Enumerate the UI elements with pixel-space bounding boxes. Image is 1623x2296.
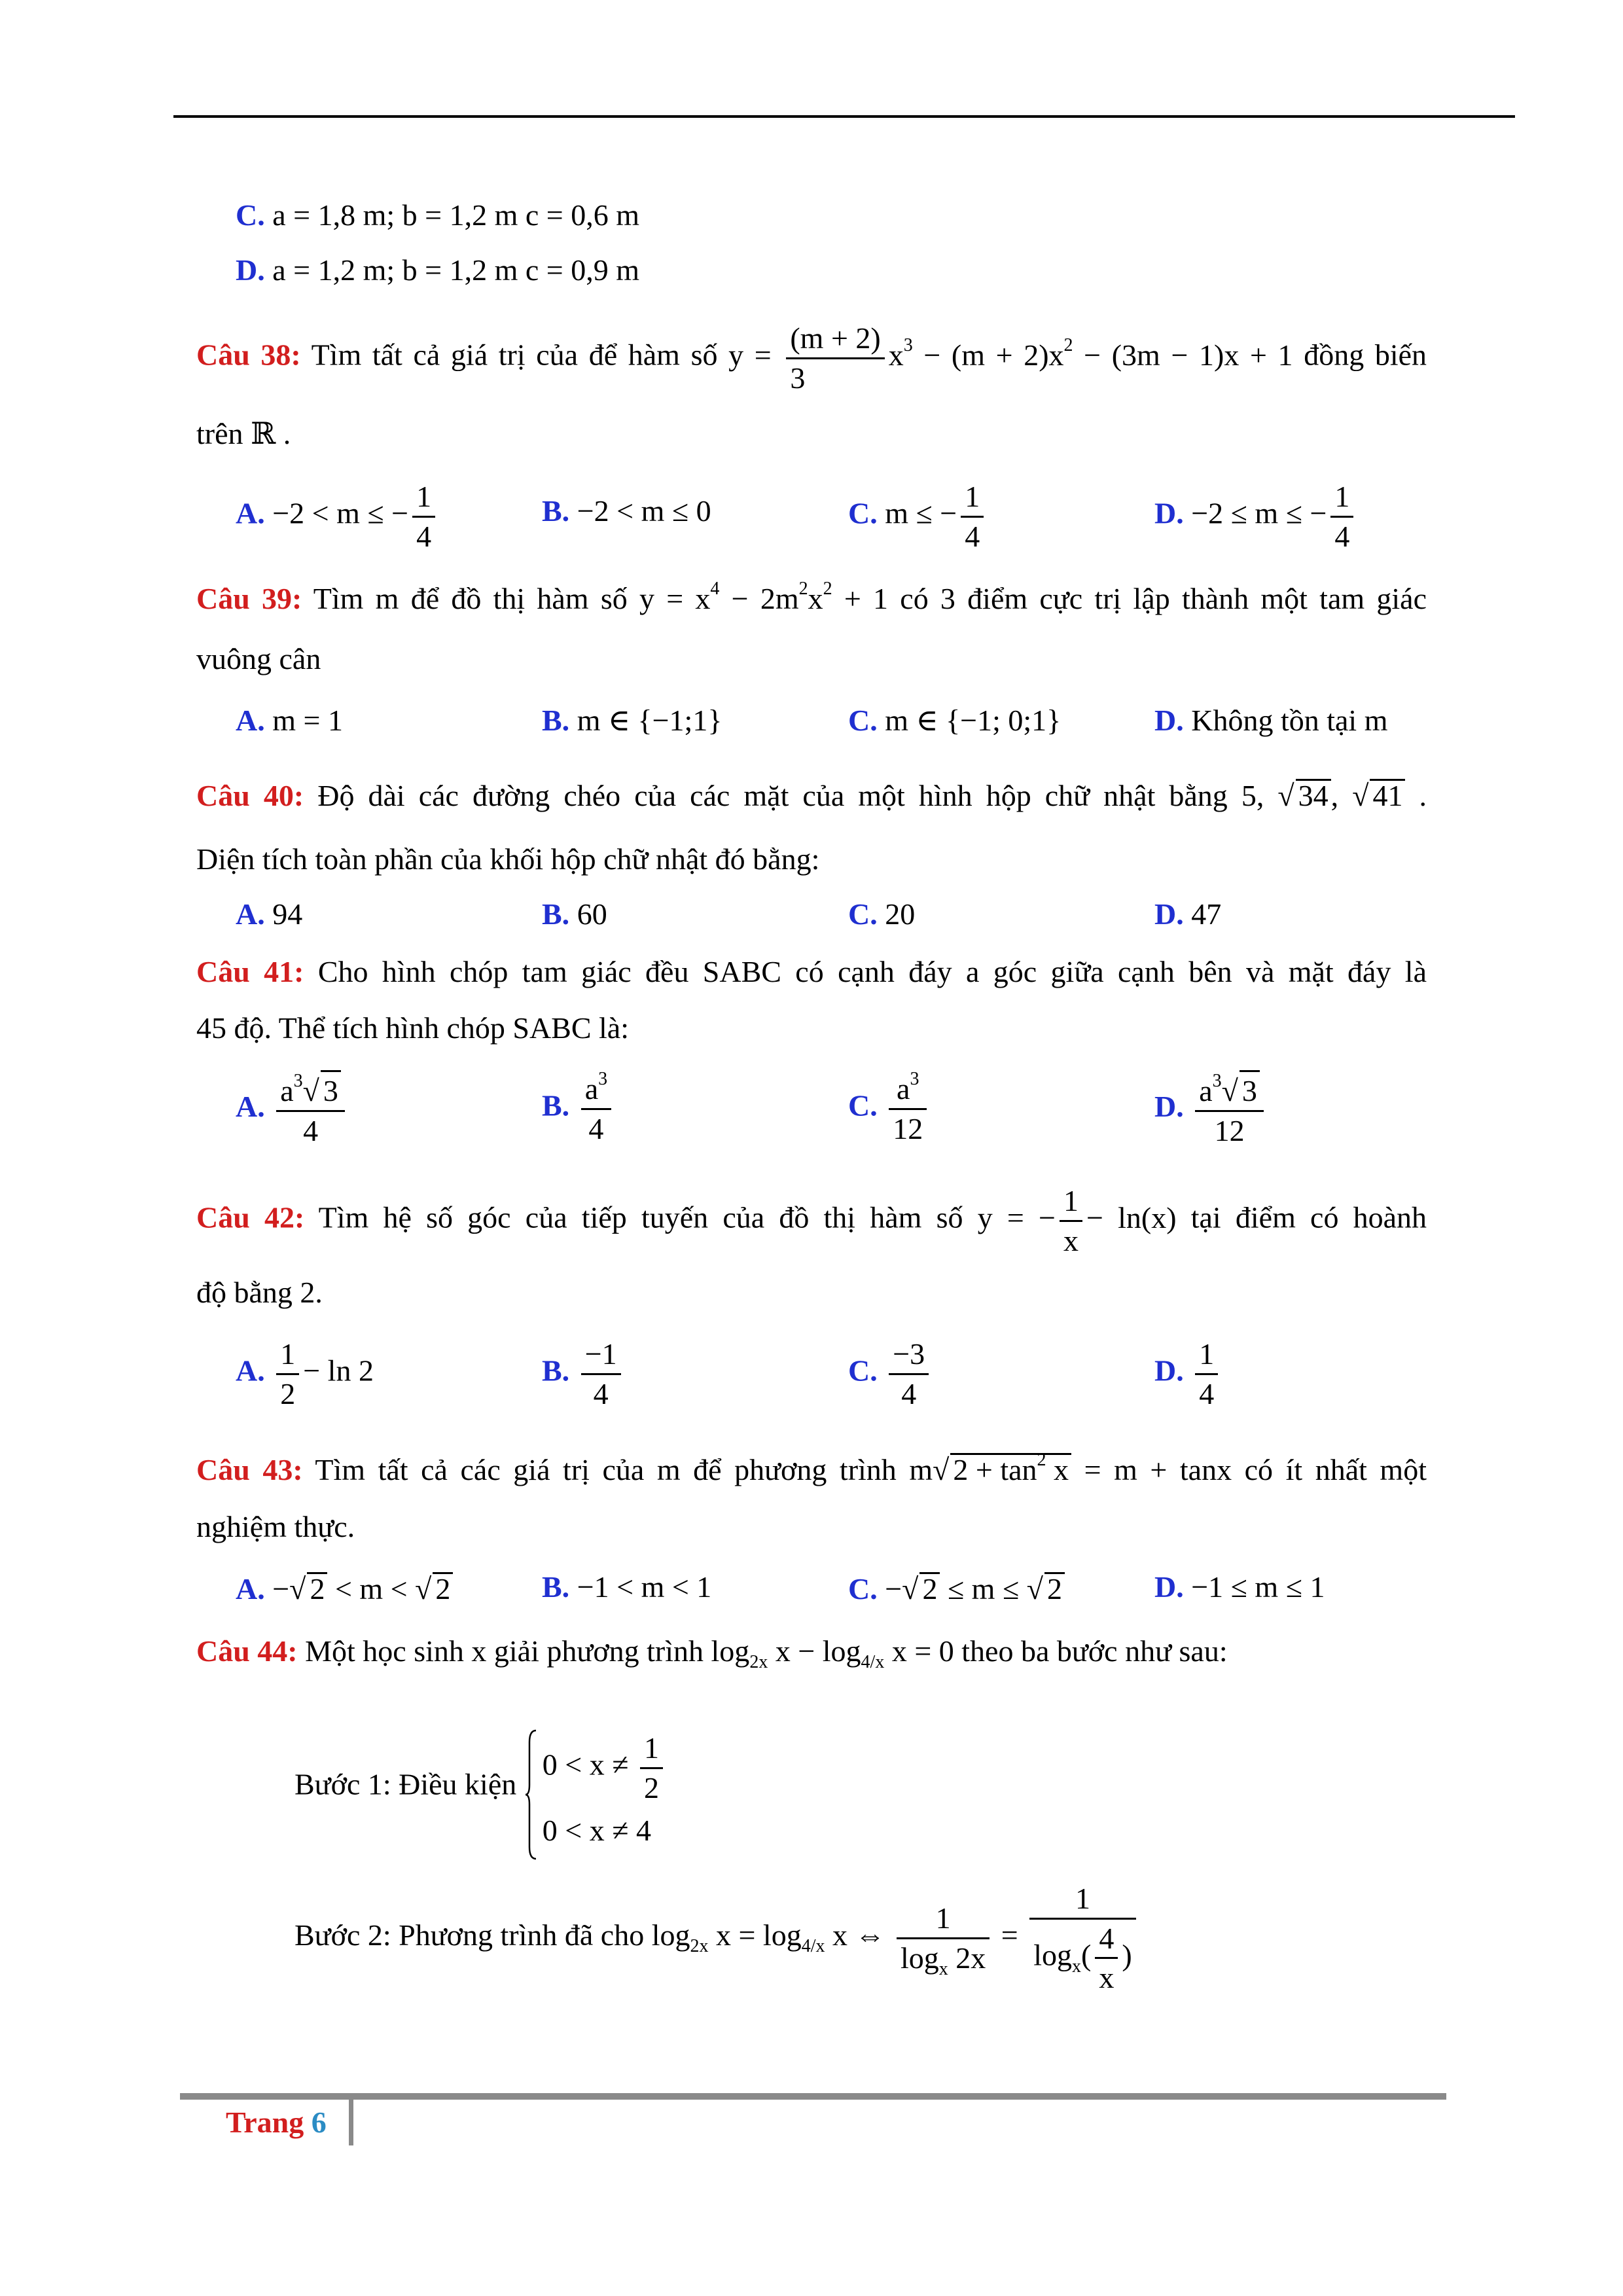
option-label: A. xyxy=(236,897,265,931)
question-label: Câu 42: xyxy=(196,1200,305,1234)
question-text: Tìm m để đồ thị hàm số xyxy=(313,582,628,615)
option-label: B. xyxy=(542,1570,570,1604)
header-rule xyxy=(173,115,1515,118)
option-text: 60 xyxy=(577,897,607,931)
q41-option-d: D. $\frac{a^3√ 3}{12}$ xyxy=(1154,1070,1268,1149)
q43-option-b: B. −1 < m < 1 xyxy=(542,1570,712,1604)
left-brace-icon xyxy=(524,1729,537,1860)
option-text: a = 1,8 m; b = 1,2 m c = 0,6 m xyxy=(272,198,640,232)
q44-step2 xyxy=(294,1880,1140,1997)
option-label: C. xyxy=(848,1088,878,1122)
q38-formula: y = $\frac{(m + 2)}{3}$ $x^3 - (m + 2)x^2 - (3m - 1)x + 1$ xyxy=(728,338,1293,372)
question-text: Cho hình chóp tam giác đều SABC có cạnh đáy a góc giữa cạnh bên và mặt đáy là xyxy=(317,955,1427,988)
question-label: Câu 39: xyxy=(196,582,302,615)
question-text: Tìm tất cả giá trị của để hàm số xyxy=(311,338,718,372)
option-label: C. xyxy=(236,198,265,232)
q40-stem xyxy=(196,779,1427,811)
condition-1: 0 < x ≠ $\frac{1}{2}$ xyxy=(543,1729,667,1806)
option-label: D. xyxy=(1154,1090,1184,1124)
footer-divider xyxy=(349,2098,353,2145)
option-label: D. xyxy=(1154,1570,1184,1604)
step-label: Bước 2: Phương trình đã cho xyxy=(294,1918,645,1952)
q44-stem xyxy=(196,1634,1228,1673)
q42-option-d: D. $\frac{1}{4}$ xyxy=(1154,1335,1222,1412)
option-label: B. xyxy=(542,1354,570,1388)
q43-line2: nghiệm thực. xyxy=(196,1510,355,1543)
q38-option-c: C. m ≤ − $\frac{1}{4}$ xyxy=(848,478,988,555)
q39-stem xyxy=(196,579,1427,615)
q40-option-d xyxy=(1154,899,1221,929)
option-text: a = 1,2 m; b = 1,2 m c = 0,9 m xyxy=(272,253,640,287)
page-number: 6 xyxy=(311,2106,327,2139)
option-label: D. xyxy=(1154,1354,1184,1388)
q41-option-a: A. $\frac{a^3√ 3}{4}$ xyxy=(236,1070,349,1149)
option-text: 94 xyxy=(272,897,303,931)
option-label: C. xyxy=(848,1354,878,1388)
question-text-after: có ít nhất một xyxy=(1244,1453,1427,1486)
q42-option-c: C. $\frac{-3}{4}$ xyxy=(848,1335,933,1412)
page-footer xyxy=(226,2105,327,2140)
option-label: A. xyxy=(236,496,265,530)
q38-line2: trên ℝ . xyxy=(196,417,291,450)
question-label: Câu 38: xyxy=(196,338,301,372)
q42-option-b: B. $\frac{-1}{4}$ xyxy=(542,1335,625,1412)
q42-stem xyxy=(196,1182,1427,1259)
q43-stem xyxy=(196,1450,1427,1486)
q44-step1 xyxy=(294,1729,667,1846)
q39-line2: vuông cân xyxy=(196,642,321,675)
q41-line2: 45 độ. Thể tích hình chóp SABC là: xyxy=(196,1011,630,1045)
option-text: 47 xyxy=(1191,897,1222,931)
condition-2: 0 < x ≠ 4 xyxy=(542,1814,651,1847)
option-label: B. xyxy=(542,897,570,931)
option-label: A. xyxy=(236,1354,265,1388)
q38-option-b: B. −2 < m ≤ 0 xyxy=(542,494,711,528)
option-label: C. xyxy=(848,496,878,530)
option-label: D. xyxy=(1154,897,1184,931)
question-text: Tìm tất cả các giá trị của m để phương trình xyxy=(315,1453,897,1486)
option-label: A. xyxy=(236,704,265,737)
q40-line2: Diện tích toàn phần của khối hộp chữ nhật đó bằng: xyxy=(196,842,820,876)
condition-system xyxy=(524,1729,667,1846)
q42-formula: y = − $\frac{1}{x}$ − ln(x) xyxy=(978,1201,1177,1234)
q41-option-b: B. $\frac{a^3}{4}$ xyxy=(542,1070,615,1147)
question-text-after: tại điểm có hoành xyxy=(1190,1200,1427,1234)
q44-formula: $\log_{2x} x - \log_{4/x} x = 0$ xyxy=(711,1634,954,1673)
question-label: Câu 41: xyxy=(196,955,304,988)
option-label: C. xyxy=(848,1572,878,1605)
q40-formula: 5, √ 34, √ 41 . xyxy=(1241,779,1427,812)
option-label: D. xyxy=(1154,496,1184,530)
q42-option-a: A. $\frac{1}{2}$ − ln 2 xyxy=(236,1335,374,1412)
option-text: 20 xyxy=(885,897,916,931)
q39-option-c: C. m ∈ {−1; 0;1} xyxy=(848,704,1061,737)
step-label: Bước 1: Điều kiện xyxy=(294,1767,517,1801)
option-label: C. xyxy=(848,704,878,737)
question-text: Tìm hệ số góc của tiếp tuyến của đồ thị hàm số xyxy=(318,1200,963,1234)
option-label: D. xyxy=(1154,704,1184,737)
option-label: A. xyxy=(236,1572,265,1605)
option-text: Không tồn tại m xyxy=(1191,704,1388,737)
q40-option-b xyxy=(542,899,607,929)
q39-option-b: B. m ∈ {−1;1} xyxy=(542,704,722,737)
q43-option-c: C. −√ 2 ≤ m ≤ √ 2 xyxy=(848,1572,1065,1604)
q39-option-d xyxy=(1154,706,1388,736)
q43-option-a: A. −√ 2 < m < √ 2 xyxy=(236,1572,453,1604)
option-label: C. xyxy=(848,897,878,931)
option-label: B. xyxy=(542,1088,570,1122)
q43-formula: m√ $2 + \tan^2 x = m + \tan x$ xyxy=(909,1450,1232,1486)
q41-stem xyxy=(196,957,1427,987)
question-label: Câu 44: xyxy=(196,1634,298,1668)
question-text-after: đồng biến xyxy=(1304,338,1427,372)
q38-option-d: D. −2 ≤ m ≤ − $\frac{1}{4}$ xyxy=(1154,478,1357,555)
question-label: Câu 40: xyxy=(196,779,304,812)
q39-formula: $y = x^4 - 2m^2x^2 + 1$ xyxy=(639,579,889,615)
q41-option-c: C. $\frac{a^3}{12}$ xyxy=(848,1070,931,1147)
question-label: Câu 43: xyxy=(196,1453,303,1486)
q40-option-a xyxy=(236,899,302,929)
q37-option-d xyxy=(236,255,639,285)
q43-option-d: D. −1 ≤ m ≤ 1 xyxy=(1154,1570,1325,1604)
q40-option-c xyxy=(848,899,915,929)
option-label: D. xyxy=(236,253,265,287)
page-label: Trang xyxy=(226,2106,304,2139)
option-label: B. xyxy=(542,704,570,737)
q39-option-a: A. m = 1 xyxy=(236,704,343,737)
q42-line2: độ bằng 2. xyxy=(196,1276,323,1309)
question-text-after: theo ba bước như sau: xyxy=(961,1634,1228,1668)
option-label: B. xyxy=(542,494,570,528)
step2-formula: $\log_{2x} x = \log_{4/x} x$ ⇔ $\frac{1}{\log_x 2x}$ = 1 $\log_x$( $\frac{4}{x}$ ) xyxy=(652,1918,1140,1952)
question-text: Một học sinh x giải phương trình xyxy=(305,1634,704,1668)
footer-rule xyxy=(180,2093,1446,2100)
question-text-after: có 3 điểm cực trị lập thành một tam giác xyxy=(900,582,1427,615)
option-label: A. xyxy=(236,1090,265,1124)
q38-option-a: A. −2 < m ≤ − $\frac{1}{4}$ xyxy=(236,478,439,555)
q38-stem xyxy=(196,319,1427,397)
q37-option-c xyxy=(236,200,639,230)
question-text: Độ dài các đường chéo của các mặt của một hình hộp chữ nhật bằng xyxy=(317,779,1228,812)
